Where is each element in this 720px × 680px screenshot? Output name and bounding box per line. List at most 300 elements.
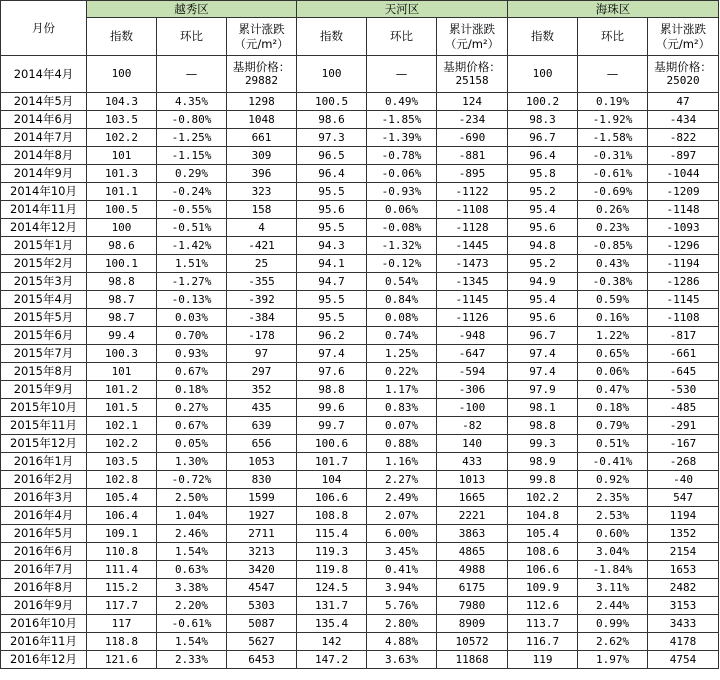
index-cell: 117 — [87, 615, 157, 633]
cumulative-cell: 6453 — [227, 651, 297, 669]
month-cell: 2016年2月 — [1, 471, 87, 489]
index-cell: 105.4 — [508, 525, 578, 543]
cumulative-cell: 140 — [437, 435, 508, 453]
cumulative-cell: -1126 — [437, 309, 508, 327]
index-cell: 119.3 — [297, 543, 367, 561]
mom-cell: 0.63% — [157, 561, 227, 579]
cumulative-cell: 2154 — [648, 543, 719, 561]
index-cell: 119 — [508, 651, 578, 669]
mom-cell: -1.32% — [367, 237, 437, 255]
mom-cell: 1.51% — [157, 255, 227, 273]
index-cell: 106.4 — [87, 507, 157, 525]
index-cell: 96.4 — [297, 165, 367, 183]
month-cell: 2016年7月 — [1, 561, 87, 579]
table-row — [1, 147, 719, 165]
index-cell: 97.9 — [508, 381, 578, 399]
index-cell: 101.7 — [297, 453, 367, 471]
table-row — [1, 129, 719, 147]
index-cell: 124.5 — [297, 579, 367, 597]
mom-cell: 0.18% — [157, 381, 227, 399]
index-cell: 95.6 — [297, 201, 367, 219]
mom-cell: 0.70% — [157, 327, 227, 345]
index-cell: 101.5 — [87, 399, 157, 417]
index-cell: 109.1 — [87, 525, 157, 543]
index-cell: 95.8 — [508, 165, 578, 183]
month-cell: 2014年5月 — [1, 93, 87, 111]
mom-cell: 0.67% — [157, 363, 227, 381]
mom-cell: 2.80% — [367, 615, 437, 633]
month-cell: 2015年6月 — [1, 327, 87, 345]
index-cell: 94.8 — [508, 237, 578, 255]
month-cell: 2016年1月 — [1, 453, 87, 471]
cumulative-cell: -434 — [648, 111, 719, 129]
base-price-label: 基期价格： — [654, 60, 712, 74]
index-cell: 100 — [87, 219, 157, 237]
cumulative-cell: 4 — [227, 219, 297, 237]
index-cell: 147.2 — [297, 651, 367, 669]
table-row — [1, 633, 719, 651]
mom-cell: 2.20% — [157, 597, 227, 615]
table-row — [1, 219, 719, 237]
cumulative-cell: 352 — [227, 381, 297, 399]
mom-cell: 1.30% — [157, 453, 227, 471]
index-cell: 100.5 — [297, 93, 367, 111]
index-cell: 109.9 — [508, 579, 578, 597]
mom-cell: 0.59% — [578, 291, 648, 309]
mom-cell: -0.85% — [578, 237, 648, 255]
cumulative-cell: -1209 — [648, 183, 719, 201]
cumulative-header-yuexiu — [227, 18, 297, 56]
cumulative-cell: -881 — [437, 147, 508, 165]
base-price-value: 25158 — [455, 74, 489, 87]
mom-cell: -0.93% — [367, 183, 437, 201]
cumulative-cell: 1599 — [227, 489, 297, 507]
month-cell: 2015年4月 — [1, 291, 87, 309]
cumulative-cell: -1145 — [437, 291, 508, 309]
index-cell: 95.4 — [508, 291, 578, 309]
mom-cell: 0.99% — [578, 615, 648, 633]
mom-cell: 2.07% — [367, 507, 437, 525]
mom-cell: 0.18% — [578, 399, 648, 417]
cumulative-cell: 97 — [227, 345, 297, 363]
index-cell: 96.2 — [297, 327, 367, 345]
table-row — [1, 471, 719, 489]
mom-cell: 0.74% — [367, 327, 437, 345]
cumulative-header-unit: （元/m²） — [655, 36, 711, 51]
month-cell: 2014年11月 — [1, 201, 87, 219]
index-cell: 99.8 — [508, 471, 578, 489]
mom-cell: 0.88% — [367, 435, 437, 453]
index-cell: 97.4 — [508, 363, 578, 381]
cumulative-cell: -645 — [648, 363, 719, 381]
month-cell: 2015年9月 — [1, 381, 87, 399]
mom-cell: 0.22% — [367, 363, 437, 381]
month-cell: 2015年3月 — [1, 273, 87, 291]
month-cell: 2014年10月 — [1, 183, 87, 201]
cumulative-cell: 8909 — [437, 615, 508, 633]
index-cell: 106.6 — [508, 561, 578, 579]
index-cell: 108.8 — [297, 507, 367, 525]
mom-cell: -0.41% — [578, 453, 648, 471]
mom-cell: 1.16% — [367, 453, 437, 471]
cumulative-cell: -1128 — [437, 219, 508, 237]
mom-cell: 0.60% — [578, 525, 648, 543]
cumulative-cell: 1927 — [227, 507, 297, 525]
cumulative-cell: 3433 — [648, 615, 719, 633]
mom-cell: 2.35% — [578, 489, 648, 507]
mom-cell: 0.65% — [578, 345, 648, 363]
month-cell: 2016年4月 — [1, 507, 87, 525]
cumulative-cell: 435 — [227, 399, 297, 417]
cumulative-cell: 309 — [227, 147, 297, 165]
index-cell: 96.4 — [508, 147, 578, 165]
table-row — [1, 345, 719, 363]
index-cell: 100 — [508, 56, 578, 93]
cumulative-cell: -1145 — [648, 291, 719, 309]
index-cell: 98.8 — [87, 273, 157, 291]
cumulative-cell: -1194 — [648, 255, 719, 273]
index-cell: 98.7 — [87, 309, 157, 327]
cumulative-cell: -647 — [437, 345, 508, 363]
cumulative-cell: 1048 — [227, 111, 297, 129]
mom-cell: -0.08% — [367, 219, 437, 237]
index-cell: 104.3 — [87, 93, 157, 111]
mom-cell: 0.08% — [367, 309, 437, 327]
index-cell: 98.6 — [87, 237, 157, 255]
cumulative-cell: -1345 — [437, 273, 508, 291]
mom-cell: 3.63% — [367, 651, 437, 669]
index-cell: 102.2 — [87, 129, 157, 147]
index-cell: 103.5 — [87, 111, 157, 129]
index-cell: 104 — [297, 471, 367, 489]
mom-cell: 0.79% — [578, 417, 648, 435]
table-row — [1, 327, 719, 345]
cumulative-cell: -485 — [648, 399, 719, 417]
index-cell: 131.7 — [297, 597, 367, 615]
index-cell: 102.8 — [87, 471, 157, 489]
mom-cell: 0.41% — [367, 561, 437, 579]
cumulative-cell: -822 — [648, 129, 719, 147]
table-row — [1, 381, 719, 399]
mom-cell: 2.50% — [157, 489, 227, 507]
index-header-yuexiu: 指数 — [87, 18, 157, 56]
month-cell: 2015年2月 — [1, 255, 87, 273]
cumulative-cell: 25 — [227, 255, 297, 273]
cumulative-cell: -1445 — [437, 237, 508, 255]
cumulative-cell: 396 — [227, 165, 297, 183]
cumulative-cell: 5087 — [227, 615, 297, 633]
mom-cell: -1.39% — [367, 129, 437, 147]
mom-cell: 0.27% — [157, 399, 227, 417]
index-cell: 135.4 — [297, 615, 367, 633]
mom-cell: 2.53% — [578, 507, 648, 525]
table-row — [1, 597, 719, 615]
mom-cell: 6.00% — [367, 525, 437, 543]
cumulative-cell: -1093 — [648, 219, 719, 237]
index-cell: 102.2 — [87, 435, 157, 453]
index-cell: 96.7 — [508, 129, 578, 147]
index-cell: 97.4 — [508, 345, 578, 363]
month-cell: 2015年1月 — [1, 237, 87, 255]
cumulative-cell: -817 — [648, 327, 719, 345]
cumulative-cell: -306 — [437, 381, 508, 399]
mom-cell: 1.17% — [367, 381, 437, 399]
cumulative-cell: 547 — [648, 489, 719, 507]
mom-cell: 1.54% — [157, 633, 227, 651]
index-cell: 118.8 — [87, 633, 157, 651]
base-price-cell — [648, 56, 719, 93]
mom-cell: -1.15% — [157, 147, 227, 165]
mom-cell: — — [367, 56, 437, 93]
index-cell: 95.2 — [508, 183, 578, 201]
month-cell: 2015年7月 — [1, 345, 87, 363]
mom-cell: -0.80% — [157, 111, 227, 129]
table-row — [1, 615, 719, 633]
mom-cell: 1.97% — [578, 651, 648, 669]
cumulative-cell: 1298 — [227, 93, 297, 111]
mom-cell: -0.51% — [157, 219, 227, 237]
index-cell: 116.7 — [508, 633, 578, 651]
month-header: 月份 — [1, 1, 87, 56]
mom-cell: 0.23% — [578, 219, 648, 237]
mom-cell: 4.88% — [367, 633, 437, 651]
cumulative-cell: -421 — [227, 237, 297, 255]
index-cell: 96.5 — [297, 147, 367, 165]
cumulative-cell: -1108 — [648, 309, 719, 327]
mom-cell: -1.42% — [157, 237, 227, 255]
cumulative-cell: 2482 — [648, 579, 719, 597]
cumulative-cell: -690 — [437, 129, 508, 147]
index-cell: 98.6 — [297, 111, 367, 129]
cumulative-cell: 1053 — [227, 453, 297, 471]
mom-cell: 0.67% — [157, 417, 227, 435]
cumulative-header-tianhe — [437, 18, 508, 56]
cumulative-cell: 3420 — [227, 561, 297, 579]
index-cell: 95.5 — [297, 309, 367, 327]
mom-cell: 0.05% — [157, 435, 227, 453]
cumulative-cell: -895 — [437, 165, 508, 183]
table-row — [1, 651, 719, 669]
index-cell: 98.3 — [508, 111, 578, 129]
index-cell: 100.1 — [87, 255, 157, 273]
cumulative-cell: 5627 — [227, 633, 297, 651]
mom-cell: — — [157, 56, 227, 93]
table-row — [1, 435, 719, 453]
index-cell: 98.8 — [508, 417, 578, 435]
mom-cell: 0.03% — [157, 309, 227, 327]
month-cell: 2016年11月 — [1, 633, 87, 651]
cumulative-cell: 3863 — [437, 525, 508, 543]
table-row — [1, 489, 719, 507]
month-cell: 2016年8月 — [1, 579, 87, 597]
index-cell: 100.6 — [297, 435, 367, 453]
mom-cell: 2.27% — [367, 471, 437, 489]
index-cell: 95.4 — [508, 201, 578, 219]
mom-cell: -0.78% — [367, 147, 437, 165]
month-cell: 2015年11月 — [1, 417, 87, 435]
index-cell: 117.7 — [87, 597, 157, 615]
table-row — [1, 507, 719, 525]
cumulative-cell: -355 — [227, 273, 297, 291]
cumulative-cell: 7980 — [437, 597, 508, 615]
index-cell: 95.5 — [297, 183, 367, 201]
mom-cell: -0.13% — [157, 291, 227, 309]
mom-cell: 0.43% — [578, 255, 648, 273]
cumulative-cell: 830 — [227, 471, 297, 489]
index-cell: 110.8 — [87, 543, 157, 561]
mom-cell: 0.29% — [157, 165, 227, 183]
index-cell: 112.6 — [508, 597, 578, 615]
cumulative-header-line1: 累计涨跌 — [238, 21, 285, 36]
month-cell: 2015年8月 — [1, 363, 87, 381]
index-cell: 101.2 — [87, 381, 157, 399]
mom-cell: 0.83% — [367, 399, 437, 417]
month-cell: 2016年6月 — [1, 543, 87, 561]
cumulative-cell: -1108 — [437, 201, 508, 219]
mom-cell: -1.84% — [578, 561, 648, 579]
mom-cell: 0.92% — [578, 471, 648, 489]
mom-cell: -0.12% — [367, 255, 437, 273]
mom-cell: 0.16% — [578, 309, 648, 327]
index-cell: 98.9 — [508, 453, 578, 471]
index-cell: 115.4 — [297, 525, 367, 543]
cumulative-cell: -594 — [437, 363, 508, 381]
cumulative-cell: 10572 — [437, 633, 508, 651]
mom-cell: 0.49% — [367, 93, 437, 111]
mom-cell: -0.69% — [578, 183, 648, 201]
index-cell: 99.6 — [297, 399, 367, 417]
index-cell: 94.1 — [297, 255, 367, 273]
index-cell: 94.3 — [297, 237, 367, 255]
cumulative-header-haizhu — [648, 18, 719, 56]
base-price-value: 25020 — [666, 74, 700, 87]
index-cell: 101 — [87, 147, 157, 165]
mom-cell: -0.31% — [578, 147, 648, 165]
mom-cell: 3.38% — [157, 579, 227, 597]
index-cell: 97.3 — [297, 129, 367, 147]
cumulative-cell: 6175 — [437, 579, 508, 597]
base-price-label: 基期价格： — [443, 60, 501, 74]
mom-header-tianhe: 环比 — [367, 18, 437, 56]
month-cell: 2014年6月 — [1, 111, 87, 129]
cumulative-cell: -530 — [648, 381, 719, 399]
mom-cell: 0.51% — [578, 435, 648, 453]
month-cell: 2014年12月 — [1, 219, 87, 237]
cumulative-cell: 4178 — [648, 633, 719, 651]
cumulative-cell: 1352 — [648, 525, 719, 543]
month-cell: 2016年10月 — [1, 615, 87, 633]
mom-cell: 3.94% — [367, 579, 437, 597]
index-cell: 101.1 — [87, 183, 157, 201]
mom-cell: — — [578, 56, 648, 93]
index-cell: 121.6 — [87, 651, 157, 669]
mom-cell: 1.54% — [157, 543, 227, 561]
cumulative-cell: -1122 — [437, 183, 508, 201]
cumulative-cell: 297 — [227, 363, 297, 381]
index-cell: 100 — [297, 56, 367, 93]
cumulative-cell: -661 — [648, 345, 719, 363]
index-header-haizhu: 指数 — [508, 18, 578, 56]
cumulative-cell: 433 — [437, 453, 508, 471]
base-price-value: 29882 — [244, 74, 279, 87]
mom-cell: 5.76% — [367, 597, 437, 615]
mom-cell: 3.11% — [578, 579, 648, 597]
cumulative-cell: -1473 — [437, 255, 508, 273]
cumulative-cell: 1665 — [437, 489, 508, 507]
index-cell: 102.2 — [508, 489, 578, 507]
table-row — [1, 93, 719, 111]
mom-cell: -0.61% — [157, 615, 227, 633]
month-cell: 2016年5月 — [1, 525, 87, 543]
mom-cell: 3.45% — [367, 543, 437, 561]
table-row — [1, 309, 719, 327]
mom-cell: 0.06% — [367, 201, 437, 219]
mom-cell: 1.04% — [157, 507, 227, 525]
cumulative-cell: -291 — [648, 417, 719, 435]
cumulative-cell: 3153 — [648, 597, 719, 615]
table-row — [1, 417, 719, 435]
mom-cell: -0.38% — [578, 273, 648, 291]
month-cell: 2014年7月 — [1, 129, 87, 147]
base-price-cell — [437, 56, 508, 93]
table-row — [1, 201, 719, 219]
index-cell: 101.3 — [87, 165, 157, 183]
index-cell: 101 — [87, 363, 157, 381]
index-cell: 95.5 — [297, 291, 367, 309]
mom-cell: -1.85% — [367, 111, 437, 129]
cumulative-cell: 4865 — [437, 543, 508, 561]
table-row — [1, 453, 719, 471]
cumulative-header-unit: （元/m²） — [234, 36, 289, 51]
index-cell: 119.8 — [297, 561, 367, 579]
cumulative-cell: -40 — [648, 471, 719, 489]
index-cell: 99.3 — [508, 435, 578, 453]
table-row — [1, 579, 719, 597]
cumulative-cell: -82 — [437, 417, 508, 435]
index-cell: 108.6 — [508, 543, 578, 561]
mom-cell: 0.84% — [367, 291, 437, 309]
mom-cell: 0.54% — [367, 273, 437, 291]
mom-cell: 0.19% — [578, 93, 648, 111]
cumulative-cell: -178 — [227, 327, 297, 345]
mom-cell: 2.46% — [157, 525, 227, 543]
table-row — [1, 543, 719, 561]
cumulative-cell: 11868 — [437, 651, 508, 669]
index-cell: 98.8 — [297, 381, 367, 399]
mom-cell: -0.55% — [157, 201, 227, 219]
mom-cell: 3.04% — [578, 543, 648, 561]
table-row — [1, 237, 719, 255]
cumulative-cell: 1194 — [648, 507, 719, 525]
mom-cell: 2.33% — [157, 651, 227, 669]
cumulative-cell: 4547 — [227, 579, 297, 597]
cumulative-cell: 124 — [437, 93, 508, 111]
table-row — [1, 561, 719, 579]
cumulative-cell: 47 — [648, 93, 719, 111]
mom-cell: 0.07% — [367, 417, 437, 435]
index-cell: 95.6 — [508, 309, 578, 327]
base-row — [1, 56, 719, 93]
month-cell: 2016年12月 — [1, 651, 87, 669]
mom-cell: -0.72% — [157, 471, 227, 489]
cumulative-cell: -1286 — [648, 273, 719, 291]
index-cell: 142 — [297, 633, 367, 651]
index-cell: 105.4 — [87, 489, 157, 507]
district-header-tianhe: 天河区 — [297, 1, 508, 18]
table-row — [1, 291, 719, 309]
index-cell: 97.4 — [297, 345, 367, 363]
mom-cell: -1.25% — [157, 129, 227, 147]
